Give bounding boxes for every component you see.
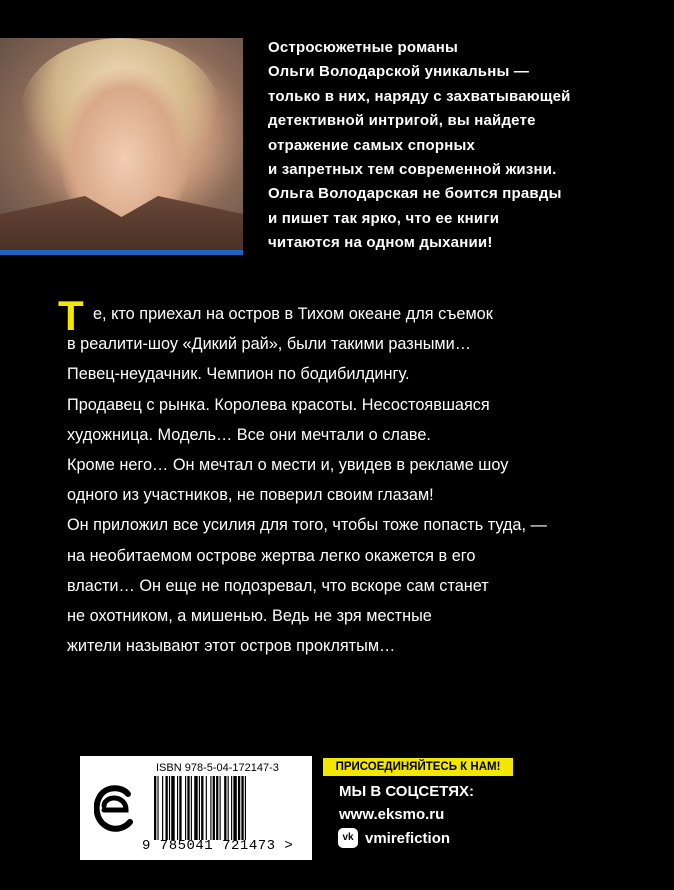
synopsis-line: в реалити-шоу «Дикий рай», были такими разными… — [67, 335, 471, 354]
intro-line: отражение самых спорных — [268, 136, 476, 154]
vk-label: vmirefiction — [365, 829, 451, 847]
barcode-bar — [245, 776, 246, 840]
synopsis-line: Он приложил все усилия для того, чтобы тоже попасть туда, — — [67, 516, 547, 535]
intro-line: только в них, наряду с захватывающей — [268, 87, 571, 105]
intro-line: Остросюжетные романы — [268, 39, 458, 56]
book-synopsis — [58, 292, 667, 661]
synopsis-line: Певец-неудачник. Чемпион по бодибилдингу. — [67, 365, 410, 384]
barcode-bar — [224, 776, 226, 840]
synopsis-line: не охотником, а мишенью. Ведь не зря местные — [67, 607, 432, 626]
vk-icon: vk — [338, 828, 358, 848]
author-intro — [268, 36, 668, 256]
intro-line: читаются на одном дыхании! — [268, 234, 493, 252]
barcode-bar — [154, 776, 156, 840]
intro-line: Ольги Володарской уникальны — — [268, 63, 530, 81]
synopsis-line: одного из участников, не поверил своим глазам! — [67, 486, 434, 505]
barcode-bar — [220, 776, 221, 840]
barcode-bar — [194, 776, 197, 840]
barcode-bar — [185, 776, 186, 840]
synopsis-line: на необитаемом острове жертва легко окажется в его — [67, 546, 476, 565]
synopsis-line: Кроме него… Он мечтал о мести и, увидев в рекламе шоу — [67, 456, 509, 475]
barcode-bar — [210, 776, 211, 840]
drop-cap: Т — [58, 292, 84, 339]
barcode-bar — [228, 776, 229, 840]
barcode-bar — [191, 776, 192, 840]
barcode-bars — [154, 776, 302, 840]
barcode-bar — [241, 776, 243, 840]
barcode-digits: 9 785041 721473 > — [142, 838, 294, 854]
join-us-badge: ПРИСОЕДИНЯЙТЕСЬ К НАМ! — [323, 758, 513, 776]
author-photo — [0, 38, 243, 255]
barcode-panel — [80, 756, 312, 860]
barcode-bar — [162, 776, 163, 840]
barcode-bar — [233, 776, 236, 840]
social-title: МЫ В СОЦСЕТЯХ: — [339, 783, 475, 800]
synopsis-line: художница. Модель… Все они мечтали о славе. — [67, 425, 431, 444]
isbn-number: ISBN 978-5-04-172147-3 — [156, 762, 279, 774]
barcode-bar — [216, 776, 218, 840]
eksmo-logo-icon — [94, 784, 134, 832]
synopsis-line: Продавец с рынка. Королева красоты. Несостоявшаяся — [67, 395, 490, 414]
intro-line: и запретных тем современной жизни. — [268, 161, 557, 179]
intro-line: и пишет так ярко, что ее книги — [268, 209, 500, 227]
barcode-bar — [201, 776, 203, 840]
barcode-bar — [157, 776, 158, 840]
synopsis-line: е, кто приехал на остров в Тихом океане для съемок — [93, 305, 493, 323]
barcode-bar — [187, 776, 189, 840]
barcode-bar — [179, 776, 181, 840]
barcode-bar — [213, 776, 215, 840]
synopsis-line: власти… Он еще не подозревал, что вскоре сам станет — [67, 576, 489, 595]
barcode-bar — [199, 776, 200, 840]
intro-line: Ольга Володарская не боится правды — [268, 185, 562, 203]
barcode-bar — [231, 776, 232, 840]
barcode-bar — [169, 776, 170, 840]
barcode-bar — [177, 776, 178, 840]
website-link[interactable]: www.eksmo.ru — [339, 806, 445, 823]
vk-link[interactable] — [338, 828, 450, 848]
synopsis-line: жители называют этот остров проклятым… — [67, 637, 396, 656]
barcode-bar — [166, 776, 168, 840]
barcode-bar — [171, 776, 174, 840]
intro-line: детективной интригой, вы найдете — [268, 112, 536, 130]
barcode-bar — [238, 776, 240, 840]
barcode-bar — [206, 776, 207, 840]
